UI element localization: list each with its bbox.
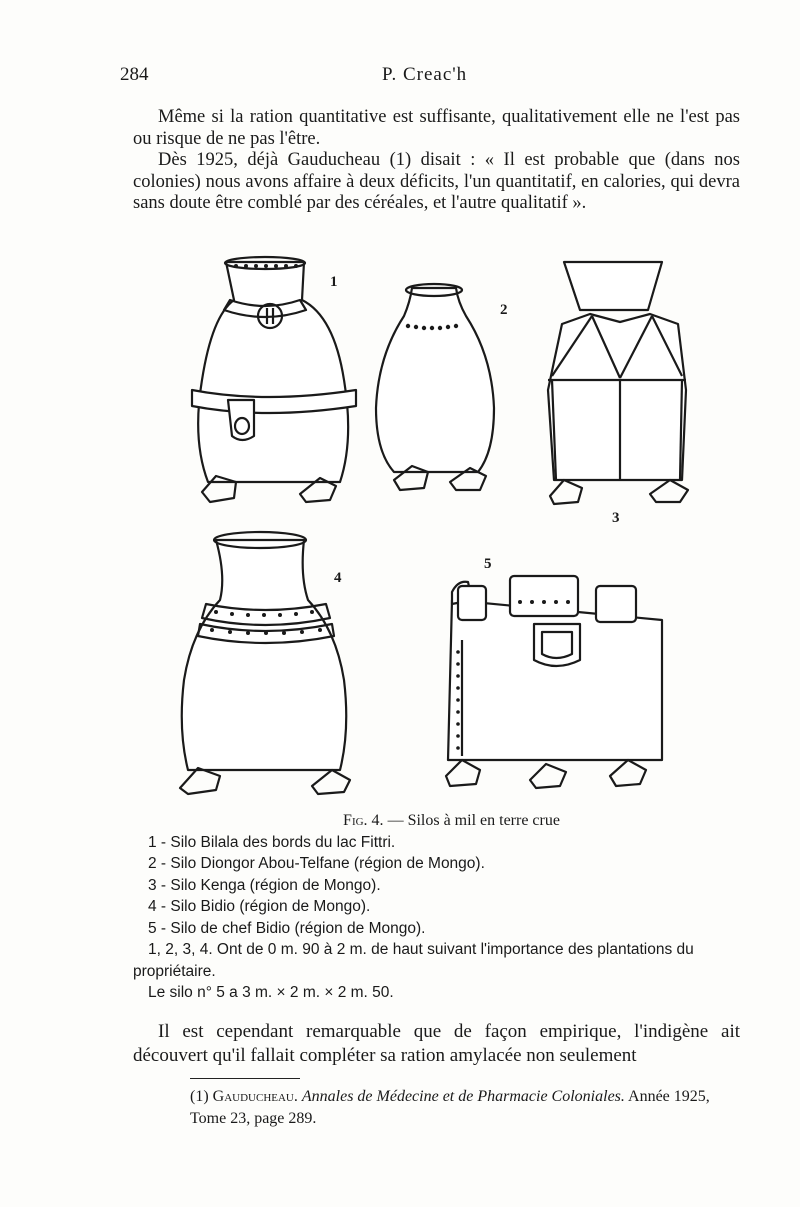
footnote-journal: Annales de Médecine et de Pharmacie Coloniales. bbox=[301, 1088, 625, 1105]
intro-paragraph-1: Même si la ration quantitative est suffisante, qualitativement elle ne l'est pas ou risque de ne pas l'être. bbox=[133, 107, 740, 149]
legend-note-height: 1, 2, 3, 4. Ont de 0 m. 90 à 2 m. de haut suivant l'importance des plantations du propriétaire. bbox=[133, 941, 694, 980]
legend-item-4: 4 - Silo Bidio (région de Mongo). bbox=[148, 898, 371, 915]
legend-item-1: 1 - Silo Bilala des bords du lac Fittri. bbox=[148, 833, 396, 851]
figure-label-5: 5 bbox=[484, 556, 492, 572]
footnote-marker: (1) bbox=[190, 1088, 209, 1105]
figure-label-1: 1 bbox=[330, 274, 338, 290]
silo-5-drawing bbox=[446, 576, 662, 788]
footnote bbox=[190, 1086, 740, 1130]
silo-figure bbox=[150, 240, 730, 810]
footnote-reference: Année 1925, Tome 23, page 289. bbox=[190, 1088, 710, 1127]
figure-label-2: 2 bbox=[500, 302, 508, 318]
caption-text: — Silos à mil en terre crue bbox=[387, 812, 560, 829]
silo-3-drawing bbox=[548, 262, 688, 504]
closing-text bbox=[133, 1020, 740, 1068]
caption-prefix: Fig. 4. bbox=[343, 812, 384, 829]
figure-label-3: 3 bbox=[612, 510, 620, 526]
intro-text bbox=[133, 107, 740, 215]
page-header bbox=[120, 64, 740, 88]
footnote-rule bbox=[190, 1078, 300, 1079]
intro-paragraph-2: Dès 1925, déjà Gauducheau (1) disait : « Il est probable que (dans nos colonies) nous avons affaire à deux déficits, l'un quantitatif, en calories, qui devra sans doute être comblé par des céréales, et l'autre qualitatif ». bbox=[133, 150, 740, 213]
legend-item-3: 3 - Silo Kenga (région de Mongo). bbox=[148, 876, 381, 894]
silo-4-drawing bbox=[180, 532, 350, 794]
page-number: 284 bbox=[120, 64, 149, 85]
legend-note-size: Le silo n° 5 a 3 m. × 2 m. × 2 m. 50. bbox=[148, 984, 394, 1001]
silo-illustrations bbox=[150, 240, 730, 810]
silo-1-drawing bbox=[192, 257, 356, 502]
closing-paragraph: Il est cependant remarquable que de façon empirique, l'indigène ait découvert qu'il fallait compléter sa ration amylacée non seulement bbox=[133, 1021, 740, 1066]
footnote-author: Gauducheau. bbox=[212, 1088, 298, 1105]
figure-caption bbox=[133, 810, 740, 1004]
silo-2-drawing bbox=[376, 284, 494, 490]
figure-label-4: 4 bbox=[334, 570, 342, 586]
legend-item-2: 2 - Silo Diongor Abou-Telfane (région de Mongo). bbox=[148, 855, 485, 872]
running-head-author: P. Creac'h bbox=[382, 64, 468, 85]
legend-item-5: 5 - Silo de chef Bidio (région de Mongo). bbox=[148, 919, 426, 937]
caption-title bbox=[133, 810, 740, 832]
